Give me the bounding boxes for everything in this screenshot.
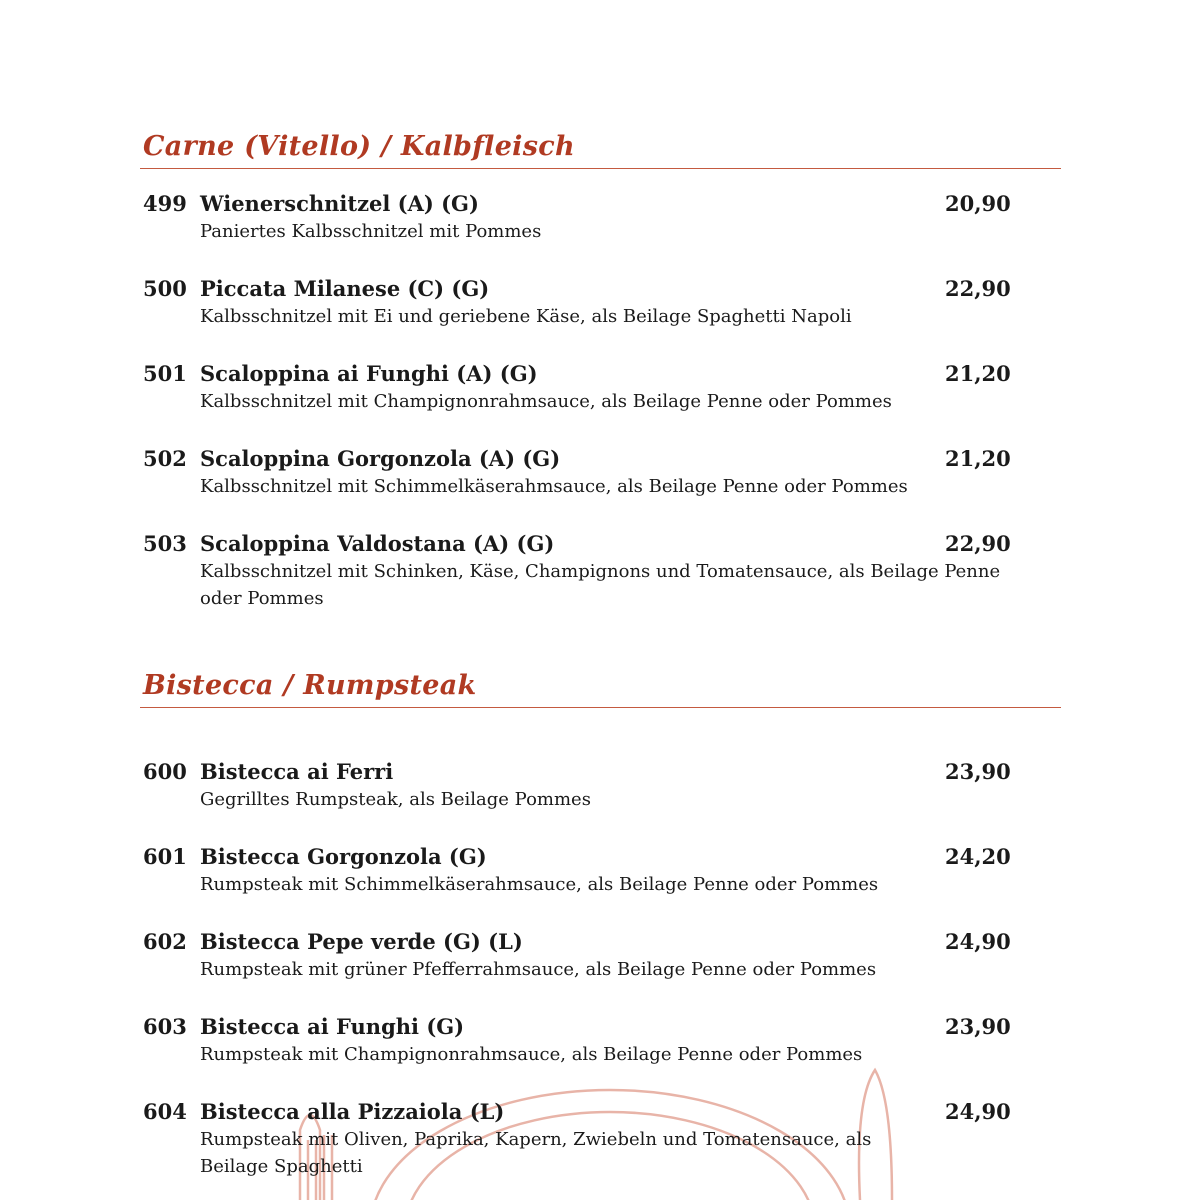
- item-number: 502: [143, 446, 187, 471]
- item-description: Kalbsschnitzel mit Champignonrahmsauce, als Beilage Penne oder Pommes: [200, 391, 892, 412]
- item-price: 22,90: [945, 276, 1011, 301]
- item-number: 499: [143, 191, 187, 216]
- item-description: Kalbsschnitzel mit Ei und geriebene Käse, als Beilage Spaghetti Napoli: [200, 306, 852, 327]
- item-price: 23,90: [945, 1014, 1011, 1039]
- item-name: Wienerschnitzel (A) (G): [200, 191, 479, 216]
- item-number: 601: [143, 844, 187, 869]
- item-description: Kalbsschnitzel mit Schinken, Käse, Champignons und Tomatensauce, als Beilage Penne oder Pommes: [200, 561, 1001, 609]
- item-name: Piccata Milanese (C) (G): [200, 276, 490, 301]
- item-description: Paniertes Kalbsschnitzel mit Pommes: [200, 221, 542, 242]
- item-name: Scaloppina Valdostana (A) (G): [200, 531, 555, 556]
- item-name: Bistecca ai Ferri: [200, 759, 394, 784]
- section-title: Bistecca / Rumpsteak: [143, 670, 477, 701]
- item-price: 23,90: [945, 759, 1011, 784]
- item-price: 24,90: [945, 1099, 1011, 1124]
- item-number: 501: [143, 361, 187, 386]
- menu-item: [143, 530, 1043, 612]
- menu-item: [143, 1098, 1043, 1180]
- menu-item: [143, 275, 1043, 330]
- menu-item: [143, 190, 1043, 245]
- item-number: 602: [143, 929, 187, 954]
- item-number: 603: [143, 1014, 187, 1039]
- item-number: 503: [143, 531, 187, 556]
- section-divider: [140, 168, 1061, 169]
- menu-item: [143, 360, 1043, 415]
- menu-item: [143, 445, 1043, 500]
- item-price: 21,20: [945, 446, 1011, 471]
- section-divider: [140, 707, 1061, 708]
- section-carne: [140, 130, 1061, 169]
- menu-item: [143, 928, 1043, 983]
- item-name: Bistecca Pepe verde (G) (L): [200, 929, 523, 954]
- menu-item: [143, 1013, 1043, 1068]
- item-number: 604: [143, 1099, 187, 1124]
- item-number: 500: [143, 276, 187, 301]
- menu-item: [143, 843, 1043, 898]
- item-number: 600: [143, 759, 187, 784]
- item-description: Rumpsteak mit Schimmelkäserahmsauce, als Beilage Penne oder Pommes: [200, 874, 879, 895]
- item-name: Scaloppina ai Funghi (A) (G): [200, 361, 538, 386]
- item-price: 20,90: [945, 191, 1011, 216]
- menu-item: [143, 758, 1043, 813]
- item-description: Kalbsschnitzel mit Schimmelkäserahmsauce, als Beilage Penne oder Pommes: [200, 476, 908, 497]
- item-name: Bistecca ai Funghi (G): [200, 1014, 465, 1039]
- section-bistecca: [140, 669, 1061, 708]
- item-description: Rumpsteak mit grüner Pfefferrahmsauce, als Beilage Penne oder Pommes: [200, 959, 877, 980]
- item-name: Bistecca Gorgonzola (G): [200, 844, 487, 869]
- item-price: 24,90: [945, 929, 1011, 954]
- item-price: 24,20: [945, 844, 1011, 869]
- item-description: Gegrilltes Rumpsteak, als Beilage Pommes: [200, 789, 591, 810]
- item-price: 22,90: [945, 531, 1011, 556]
- item-description: Rumpsteak mit Champignonrahmsauce, als Beilage Penne oder Pommes: [200, 1044, 863, 1065]
- section-title: Carne (Vitello) / Kalbfleisch: [143, 131, 575, 162]
- item-name: Bistecca alla Pizzaiola (L): [200, 1099, 505, 1124]
- item-price: 21,20: [945, 361, 1011, 386]
- item-name: Scaloppina Gorgonzola (A) (G): [200, 446, 561, 471]
- item-description: Rumpsteak mit Oliven, Paprika, Kapern, Zwiebeln und Tomatensauce, als Beilage Spaghetti: [200, 1129, 872, 1177]
